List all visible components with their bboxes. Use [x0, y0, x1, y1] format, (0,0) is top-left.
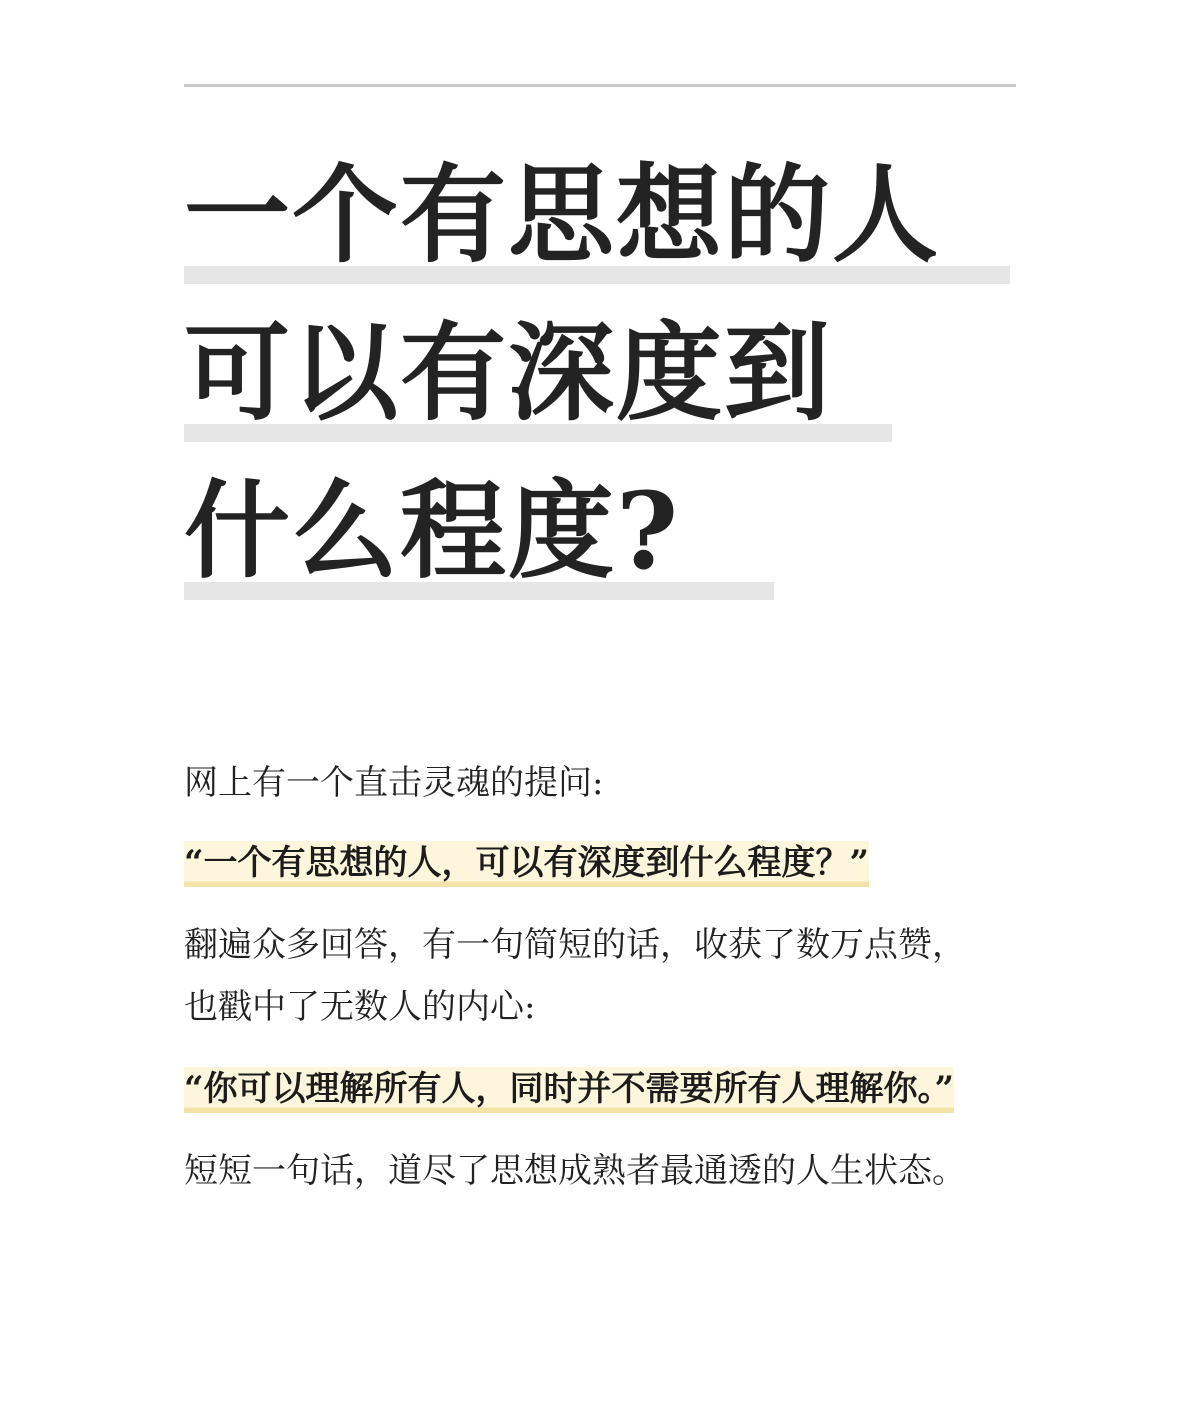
quote-1: [184, 832, 974, 894]
title-line-1: [184, 150, 1044, 308]
article-body: [184, 752, 974, 1202]
quote-1-text: “一个有思想的人，可以有深度到什么程度？”: [184, 841, 869, 887]
title-text-3: 什么程度?: [184, 468, 681, 593]
title-line-3: [184, 466, 1044, 624]
article-title: [184, 150, 1044, 624]
title-line-2: [184, 308, 1044, 466]
quote-2: [184, 1058, 974, 1120]
top-divider: [184, 84, 1016, 87]
quote-2-text: “你可以理解所有人，同时并不需要所有人理解你。”: [184, 1067, 954, 1113]
title-text-1: 一个有思想的人: [184, 152, 940, 277]
title-text-2: 可以有深度到: [184, 310, 832, 435]
paragraph-2: 翻遍众多回答，有一句简短的话，收获了数万点赞，也戳中了无数人的内心:: [184, 925, 966, 1027]
intro-paragraph: 网上有一个直击灵魂的提问:: [184, 763, 604, 803]
paragraph-3: 短短一句话，道尽了思想成熟者最通透的人生状态。: [184, 1151, 966, 1191]
